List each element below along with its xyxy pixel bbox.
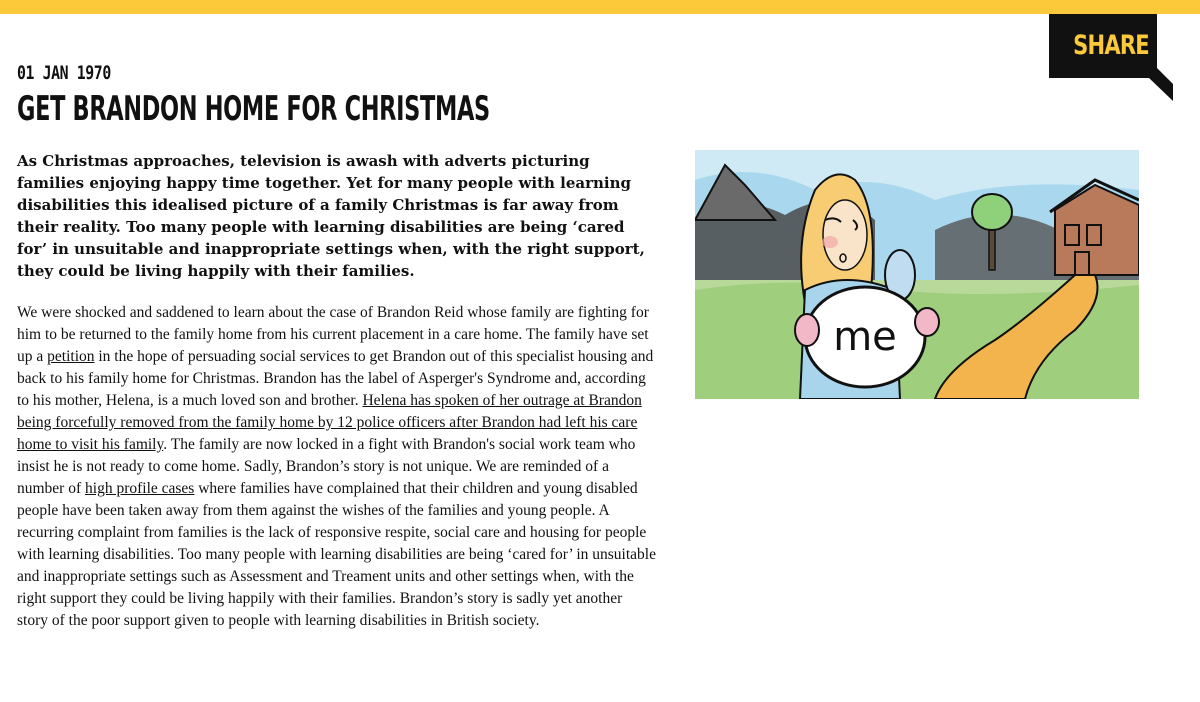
body-text-3: . The family are now locked in a fight with Brandon's social work team who insist he is not ready to come home. Sadly, Brandon’s story is not unique. We are reminded of a number of: [17, 436, 636, 497]
share-label[interactable]: SHARE: [1073, 30, 1149, 61]
petition-link[interactable]: petition: [47, 348, 95, 365]
article-title: GET BRANDON HOME FOR CHRISTMAS: [17, 89, 490, 129]
helena-outrage-link[interactable]: Helena has spoken of her outrage at Brandon being forcefully removed from the family home by 12 police officers after Brandon had left his care home to visit his family: [17, 392, 642, 453]
high-profile-cases-link[interactable]: high profile cases: [85, 480, 195, 497]
article-intro: As Christmas approaches, television is awash with adverts picturing families enjoying happy time together. Yet for many people with learning disabilities this idealised picture of a family Christmas is far away from their reality. Too many people with learning disabilities are being ‘cared for’ in unsuitable and inappropriate settings when, with the right support, they could be living happily with their families.: [17, 152, 645, 280]
top-accent-bar: [0, 0, 1200, 14]
article-body: [17, 302, 657, 632]
sign-text: me: [833, 314, 897, 360]
body-text-1: We were shocked and saddened to learn about the case of Brandon Reid whose family are fighting for him to be returned to the family home from his current placement in a care home. The family have set up a: [17, 304, 649, 365]
article-illustration: [695, 150, 1139, 399]
body-text-2: in the hope of persuading social services to get Brandon out of this specialist housing and back to his family home for Christmas. Brandon has the label of Asperger's Syndrome and, according to his mother, Helena, is a much loved son and brother.: [17, 348, 654, 409]
article-date: 01 JAN 1970: [17, 62, 111, 84]
body-text-4: where families have complained that their children and young disabled people have been taken away from them against the wishes of the families and young people. A recurring complaint from families is the lack of responsive respite, social care and housing for people with learning disabilities. Too many people with learning disabilities are being ‘cared for’ in unsuitable and inappropriate settings such as Assessment and Treament units and other settings when, with the right support they could be living happily with their families. Brandon’s story is sadly yet another story of the poor support given to people with learning disabilities in British society.: [17, 480, 656, 629]
share-button[interactable]: [1049, 14, 1173, 101]
